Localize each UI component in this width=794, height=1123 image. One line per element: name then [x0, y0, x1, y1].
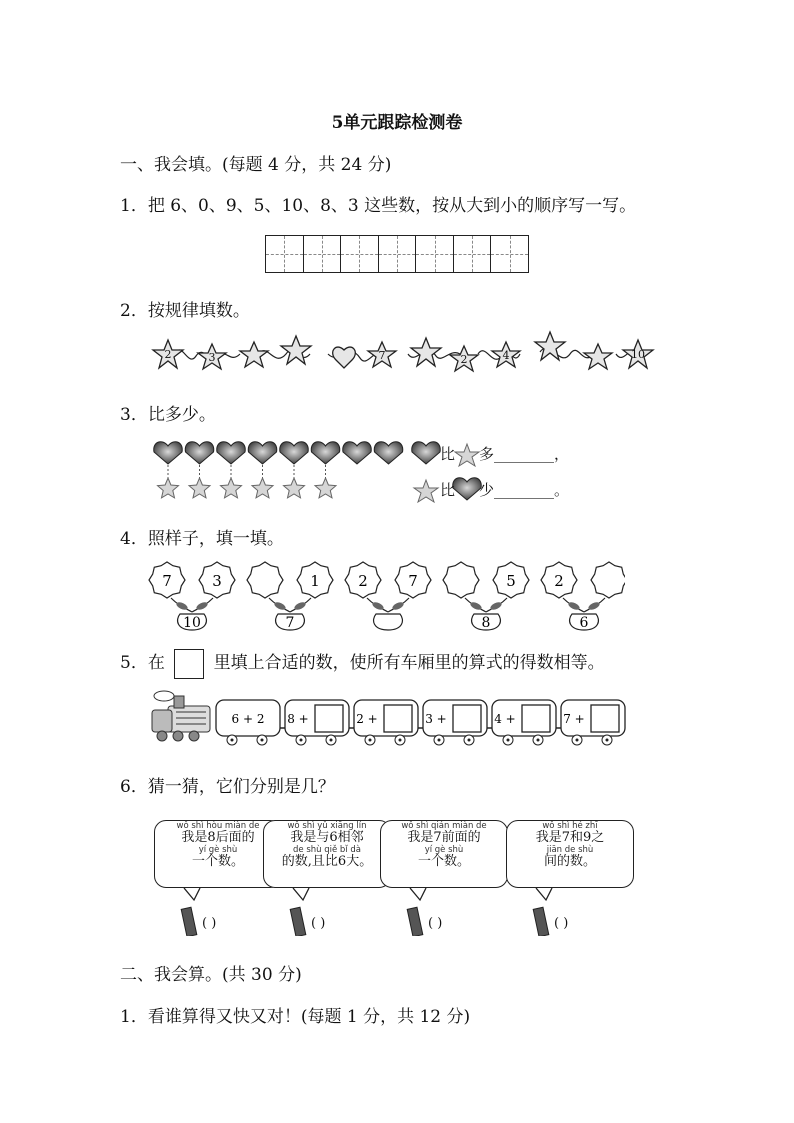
- number-bond: [541, 562, 625, 631]
- s2-q1-text: 1．看谁算得又快又对！(每题 1 分，共 12 分): [120, 1007, 471, 1027]
- grid-cell[interactable]: [454, 236, 492, 272]
- star-icon: [281, 336, 311, 364]
- chain2-number: 10: [631, 348, 645, 361]
- car-expression: 6 + 2: [231, 712, 265, 726]
- compare-word: 比: [440, 445, 456, 463]
- grid-cell[interactable]: [379, 236, 417, 272]
- clue-line: 一个数。: [417, 854, 470, 869]
- answer-box[interactable]: [453, 705, 481, 732]
- number-bond: [443, 562, 529, 631]
- train-car: [487, 700, 556, 745]
- chain1-number: 7: [378, 349, 386, 362]
- heart-icon: [412, 442, 441, 464]
- q6-text: 6．猜一猜，它们分别是几？: [120, 777, 335, 797]
- answer-paren[interactable]: ( ): [202, 916, 217, 931]
- answer-box[interactable]: [315, 705, 343, 732]
- star-icon: [240, 342, 268, 367]
- answer-box[interactable]: [591, 705, 619, 732]
- speech-bubble: [380, 820, 508, 936]
- heart-icon: [248, 442, 277, 464]
- blank-box-sample: [174, 649, 204, 679]
- star-icon: [221, 478, 242, 498]
- answer-blank[interactable]: ________。: [494, 481, 570, 499]
- number-bond: [149, 562, 235, 631]
- heart-icon: [280, 442, 309, 464]
- pattern-chains: [150, 328, 662, 380]
- pinyin-line: wǒ shì qián miàn de: [401, 821, 487, 831]
- heart-icon: [311, 442, 340, 464]
- car-expression: 3 +: [425, 712, 447, 726]
- pencil-icon: [533, 907, 555, 936]
- compare-word: 比: [440, 481, 456, 499]
- grid-cell[interactable]: [491, 236, 528, 272]
- clue-line: 我是7前面的: [407, 830, 481, 845]
- section1-heading: 一、我会填。(每题 4 分，共 24 分): [120, 155, 392, 175]
- locomotive-icon: [152, 691, 210, 741]
- pinyin-line: de shù qiě bǐ dà: [293, 845, 361, 855]
- star-icon: [455, 444, 479, 466]
- number-bonds: [145, 560, 625, 632]
- car-expression: 4 +: [494, 712, 516, 726]
- bond-total: 6: [579, 615, 589, 631]
- bond-part: 2: [554, 572, 564, 590]
- answer-grid[interactable]: [265, 235, 529, 273]
- answer-paren[interactable]: ( ): [554, 916, 569, 931]
- clue-line: 我是7和9之: [535, 830, 605, 845]
- grid-cell[interactable]: [416, 236, 454, 272]
- heart-icon: [333, 347, 356, 368]
- answer-blank[interactable]: ________，: [494, 445, 570, 463]
- heart-icon: [343, 442, 372, 464]
- clue-line: 间的数。: [543, 854, 596, 869]
- bond-part: 5: [506, 572, 516, 590]
- section2-heading: 二、我会算。(共 30 分): [120, 965, 302, 985]
- q5-text: [120, 648, 605, 679]
- train-car: [418, 700, 487, 745]
- pinyin-line: jiān de shù: [546, 845, 594, 855]
- heart-icon: [453, 478, 482, 500]
- compare-line1[interactable]: [479, 443, 569, 464]
- clue-line: 一个数。: [191, 854, 244, 869]
- bond-total: 7: [285, 615, 295, 631]
- flower-icon[interactable]: [443, 562, 479, 598]
- pencil-area: [263, 888, 391, 936]
- star-icon: [252, 478, 273, 498]
- car-expression: 8 +: [287, 712, 309, 726]
- heart-icon: [185, 442, 214, 464]
- star-icon: [414, 480, 438, 502]
- q3-text: 3．比多少。: [120, 405, 216, 425]
- heart-icon: [154, 442, 183, 464]
- bond-part: 7: [162, 572, 172, 590]
- speech-bubble: [263, 820, 391, 936]
- q4-text: 4．照样子，填一填。: [120, 529, 284, 549]
- clue-line: 我是与6相邻: [290, 830, 364, 845]
- train-car: [556, 700, 625, 745]
- star-icon: [584, 344, 612, 369]
- grid-cell[interactable]: [304, 236, 342, 272]
- train-car: [349, 700, 418, 745]
- answer-paren[interactable]: ( ): [428, 916, 443, 931]
- more-word: 多: [479, 445, 495, 463]
- pencil-area: [380, 888, 508, 936]
- answer-box[interactable]: [384, 705, 412, 732]
- pinyin-line: wǒ shì yǔ xiāng lín: [287, 821, 367, 831]
- car-expression: 7 +: [563, 712, 585, 726]
- clue-line: 我是8后面的: [181, 830, 255, 845]
- number-bond: [345, 562, 431, 630]
- speech-bubble: [506, 820, 634, 936]
- clue-line: 的数,且比6大。: [281, 854, 373, 869]
- q5-prefix: 5．在: [120, 653, 165, 673]
- number-bond: [247, 562, 333, 631]
- grid-cell[interactable]: [266, 236, 304, 272]
- q2-text: 2．按规律填数。: [120, 301, 250, 321]
- bond-part: 1: [310, 572, 320, 590]
- pinyin-line: yí gè shù: [424, 845, 464, 855]
- train-car: [216, 700, 280, 745]
- q5-suffix: 里填上合适的数，使所有车厢里的算式的得数相等。: [213, 653, 605, 673]
- answer-box[interactable]: [522, 705, 550, 732]
- star-icon: [158, 478, 179, 498]
- pinyin-line: yí gè shù: [198, 845, 238, 855]
- less-word: 少: [479, 481, 495, 499]
- q1-text: 1．把 6、0、9、5、10、8、3 这些数，按从大到小的顺序写一写。: [120, 196, 637, 216]
- star-icon: [315, 478, 336, 498]
- grid-cell[interactable]: [341, 236, 379, 272]
- star-icon: [284, 478, 305, 498]
- car-expression: 2 +: [356, 712, 378, 726]
- heart-icon: [374, 442, 403, 464]
- chain2-number: 4: [502, 349, 510, 362]
- pencil-icon: [181, 907, 203, 936]
- answer-paren[interactable]: ( ): [311, 916, 326, 931]
- bond-part: 2: [358, 572, 368, 590]
- bond-part: 7: [408, 572, 418, 590]
- pot-icon[interactable]: [374, 614, 403, 630]
- compare-line2[interactable]: [479, 479, 569, 500]
- bond-part: 3: [212, 572, 222, 590]
- star-icon: [535, 332, 565, 360]
- flower-icon[interactable]: [247, 562, 283, 598]
- star-icon: [411, 338, 441, 366]
- page-title: 5单元跟踪检测卷: [331, 113, 463, 133]
- heart-icon: [217, 442, 246, 464]
- pencil-icon: [407, 907, 429, 936]
- flower-icon[interactable]: [591, 562, 625, 598]
- pencil-area: [506, 888, 634, 936]
- chain2-number: 2: [460, 353, 468, 366]
- train-car: [280, 700, 349, 745]
- pinyin-line: wǒ shì hé zhī: [542, 821, 598, 831]
- bond-total: 10: [183, 615, 201, 631]
- bond-total: 8: [481, 615, 491, 631]
- star-icon: [189, 478, 210, 498]
- pinyin-line: wǒ shì hòu miàn de: [176, 821, 260, 831]
- chain1-number: 3: [208, 351, 216, 364]
- pencil-icon: [290, 907, 312, 936]
- train-picture: [148, 688, 628, 750]
- chain1-number: 2: [164, 348, 172, 361]
